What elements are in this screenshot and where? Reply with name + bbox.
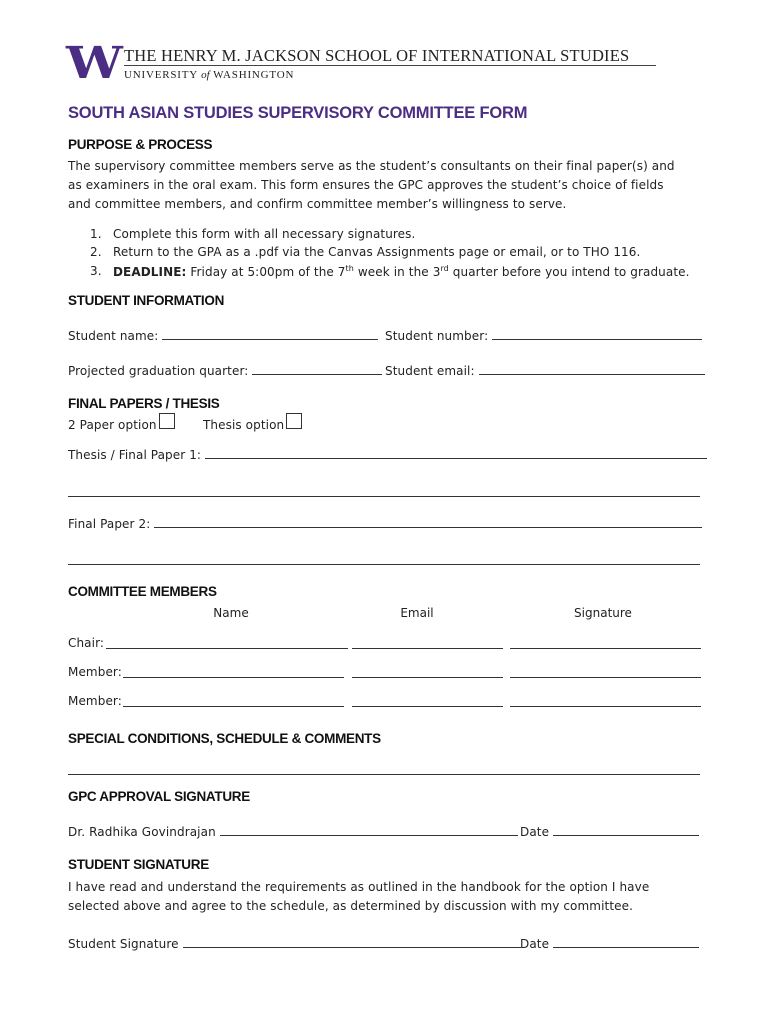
column-signature-header: Signature [574,606,632,620]
acknowledgement-paragraph: I have read and understand the requirements as outlined in the handbook for the option I have selected above and agree to the schedule, as determined by discussion with my committee. [68,880,650,913]
student-email-field[interactable]: Student email: [385,363,705,378]
step-3-text: DEADLINE: Friday at 5:00pm of the 7th week in the 3rd quarter before you intend to graduate. [113,264,690,279]
institution-name: THE HENRY M. JACKSON SCHOOL OF INTERNATIONAL STUDIES [124,46,630,65]
member-2-signature-line[interactable] [510,706,701,707]
special-conditions-line[interactable] [68,774,700,775]
student-name-field[interactable]: Student name: [68,328,378,343]
student-signature-heading: STUDENT SIGNATURE [68,857,209,872]
university-name: UNIVERSITY of WASHINGTON [124,69,295,81]
chair-row: Chair: [68,636,105,650]
gpc-date-field[interactable]: Date [520,824,699,839]
gpc-approval-heading: GPC APPROVAL SIGNATURE [68,789,250,804]
student-date-field[interactable]: Date [520,936,699,951]
column-email-header: Email [400,606,434,620]
chair-name-line[interactable] [106,648,348,649]
purpose-paragraph: The supervisory committee members serve as the student’s consultants on their final paper(s) and as examiners in the oral exam. This form ensures the GPC approves the student’s choice of fields and committee members, and confirm committee member’s willingness to serve. [68,159,675,211]
uw-logo: W [66,38,120,89]
member-1-row: Member: [68,665,122,679]
form-title: SOUTH ASIAN STUDIES SUPERVISORY COMMITTEE FORM [68,104,528,122]
step-2-number: 2. [90,245,102,259]
column-name-header: Name [213,606,249,620]
special-conditions-heading: SPECIAL CONDITIONS, SCHEDULE & COMMENTS [68,731,381,746]
member-1-name-line[interactable] [123,677,344,678]
deadline-label: DEADLINE: [113,265,187,279]
member-1-email-line[interactable] [352,677,503,678]
chair-signature-line[interactable] [510,648,701,649]
final-papers-heading: FINAL PAPERS / THESIS [68,396,220,411]
member-2-email-line[interactable] [352,706,503,707]
committee-heading: COMMITTEE MEMBERS [68,584,217,599]
member-2-name-line[interactable] [123,706,344,707]
gpc-signature-field[interactable]: Dr. Radhika Govindrajan [68,824,518,839]
graduation-quarter-field[interactable]: Projected graduation quarter: [68,363,382,378]
step-2-text: Return to the GPA as a .pdf via the Canvas Assignments page or email, or to THO 116. [113,245,641,259]
student-number-field[interactable]: Student number: [385,328,702,343]
thesis-option-label: Thesis option [203,418,285,432]
thesis-option-checkbox[interactable] [286,413,302,429]
purpose-heading: PURPOSE & PROCESS [68,137,213,152]
member-2-row: Member: [68,694,122,708]
paper-2-field[interactable]: Final Paper 2: [68,516,702,531]
step-3-number: 3. [90,264,102,278]
member-1-signature-line[interactable] [510,677,701,678]
student-signature-field[interactable]: Student Signature [68,936,521,951]
paper-1-field[interactable]: Thesis / Final Paper 1: [68,447,707,462]
paper-2-continuation-line[interactable] [68,564,700,565]
header-rule [124,65,656,66]
step-1-number: 1. [90,227,102,241]
two-paper-option-checkbox[interactable] [159,413,175,429]
chair-email-line[interactable] [352,648,503,649]
two-paper-option-label: 2 Paper option [68,418,157,432]
paper-1-continuation-line[interactable] [68,496,700,497]
student-info-heading: STUDENT INFORMATION [68,293,225,308]
step-1-text: Complete this form with all necessary signatures. [113,227,416,241]
